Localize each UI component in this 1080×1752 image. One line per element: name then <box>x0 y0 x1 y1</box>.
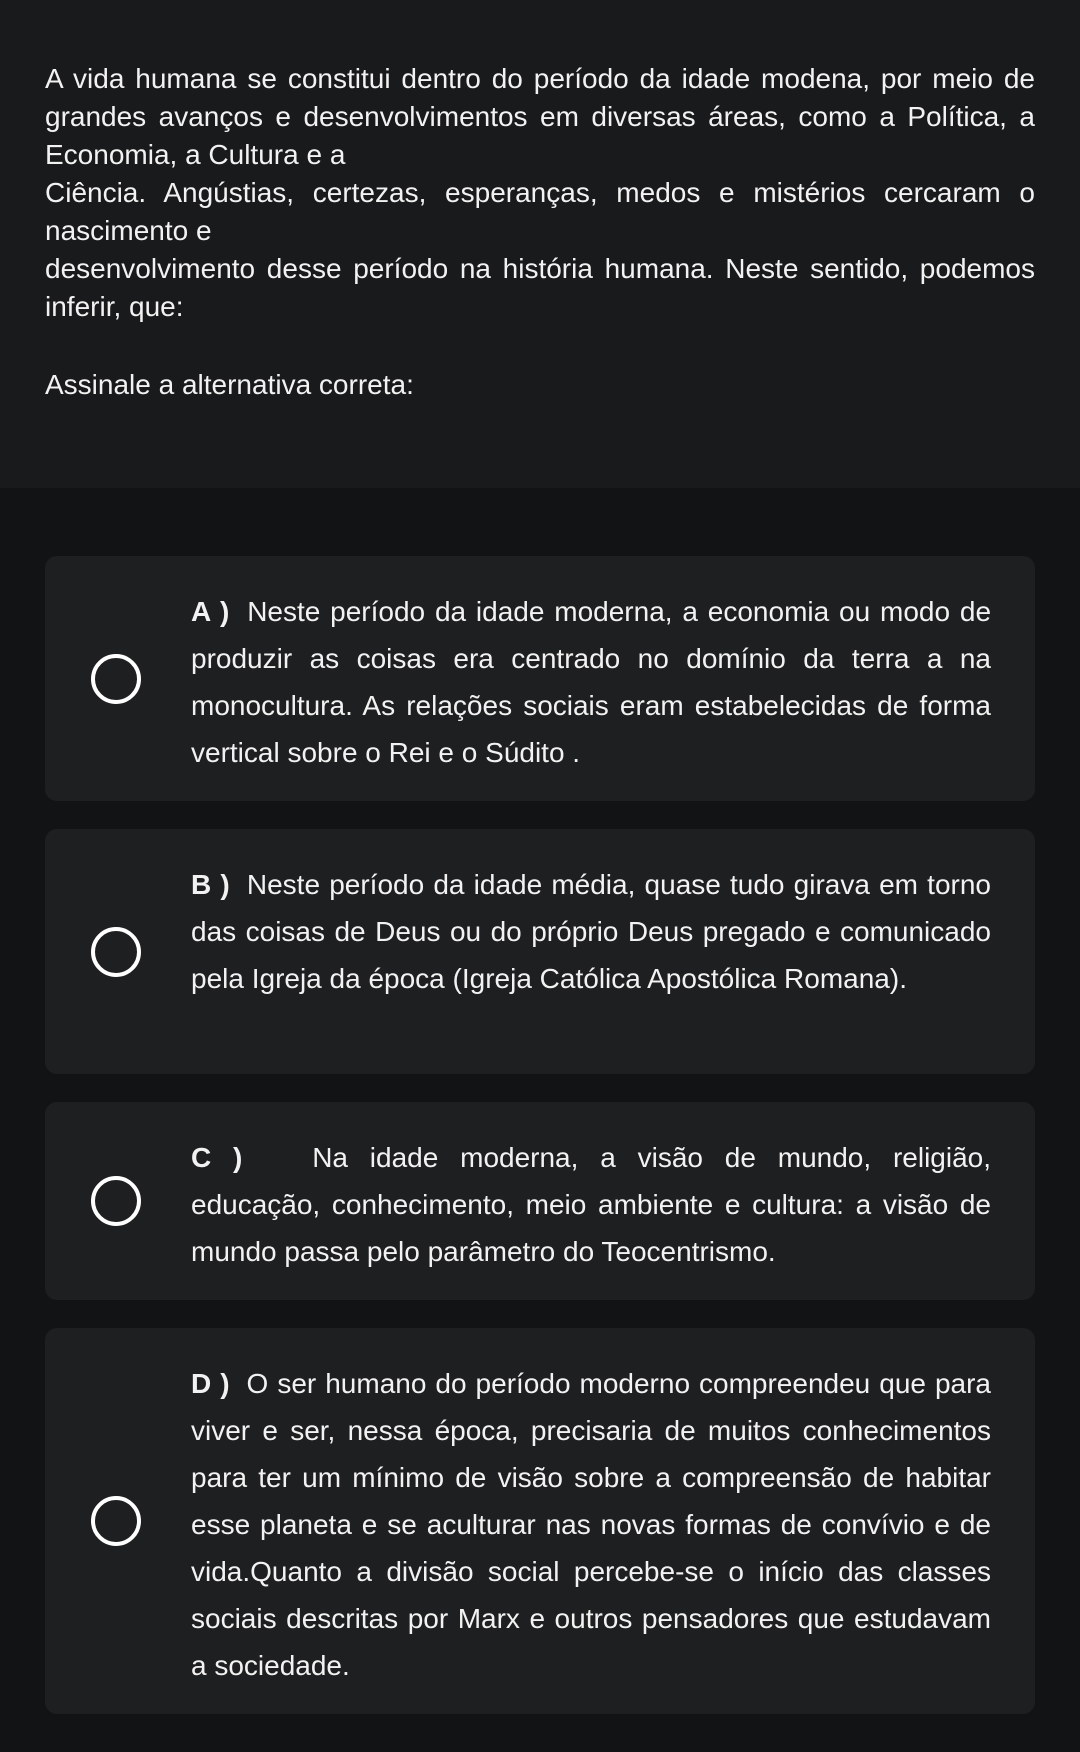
option-d-body: O ser humano do período moderno compreendeu que para viver e ser, nessa época, precisaria de muitos conhecimentos para ter um mínimo de visão sobre a compreensão de habitar esse planeta e se aculturar nas novas formas de convívio e de vida.Quanto a divisão social percebe-se o início das classes sociais descritas por Marx e outros pensadores que estudavam a sociedade. <box>191 1368 991 1681</box>
instruction-text: Assinale a alternativa correta: <box>45 369 414 400</box>
question-line-3: desenvolvimento desse período na história humana. Neste sentido, podemos inferir, que: <box>45 253 1035 322</box>
radio-button-c[interactable] <box>91 1176 141 1226</box>
radio-button-b[interactable] <box>91 927 141 977</box>
option-c-letter: C ) <box>191 1142 243 1173</box>
option-c[interactable] <box>45 1102 1035 1300</box>
question-line-2: Ciência. Angústias, certezas, esperanças, medos e mistérios cercaram o nascimento e <box>45 177 1035 246</box>
question-panel <box>0 0 1080 488</box>
option-b-text <box>191 861 991 1002</box>
option-d-letter: D ) <box>191 1368 230 1399</box>
option-c-body: Na idade moderna, a visão de mundo, religião, educação, conhecimento, meio ambiente e cultura: a visão de mundo passa pelo parâmetro do Teocentrismo. <box>191 1142 992 1267</box>
option-a-letter: A ) <box>191 596 230 627</box>
option-b-body: Neste período da idade média, quase tudo girava em torno das coisas de Deus ou do próprio Deus pregado e comunicado pela Igreja da época (Igreja Católica Apostólica Romana). <box>191 869 991 994</box>
question-text <box>45 60 1035 326</box>
option-d-text <box>191 1360 991 1689</box>
option-d[interactable] <box>45 1328 1035 1714</box>
option-b[interactable] <box>45 829 1035 1074</box>
option-a-text <box>191 588 991 776</box>
option-a[interactable] <box>45 556 1035 801</box>
option-c-text <box>191 1134 991 1275</box>
option-a-body: Neste período da idade moderna, a economia ou modo de produzir as coisas era centrado no domínio da terra a na monocultura. As relações sociais eram estabelecidas de forma vertical sobre o Rei e o Súdito . <box>191 596 992 768</box>
radio-button-d[interactable] <box>91 1496 141 1546</box>
question-line-1: A vida humana se constitui dentro do período da idade modena, por meio de grandes avanços e desenvolvimentos em diversas áreas, como a Política, a Economia, a Cultura e a <box>45 63 1035 170</box>
option-b-letter: B ) <box>191 869 230 900</box>
radio-button-a[interactable] <box>91 654 141 704</box>
